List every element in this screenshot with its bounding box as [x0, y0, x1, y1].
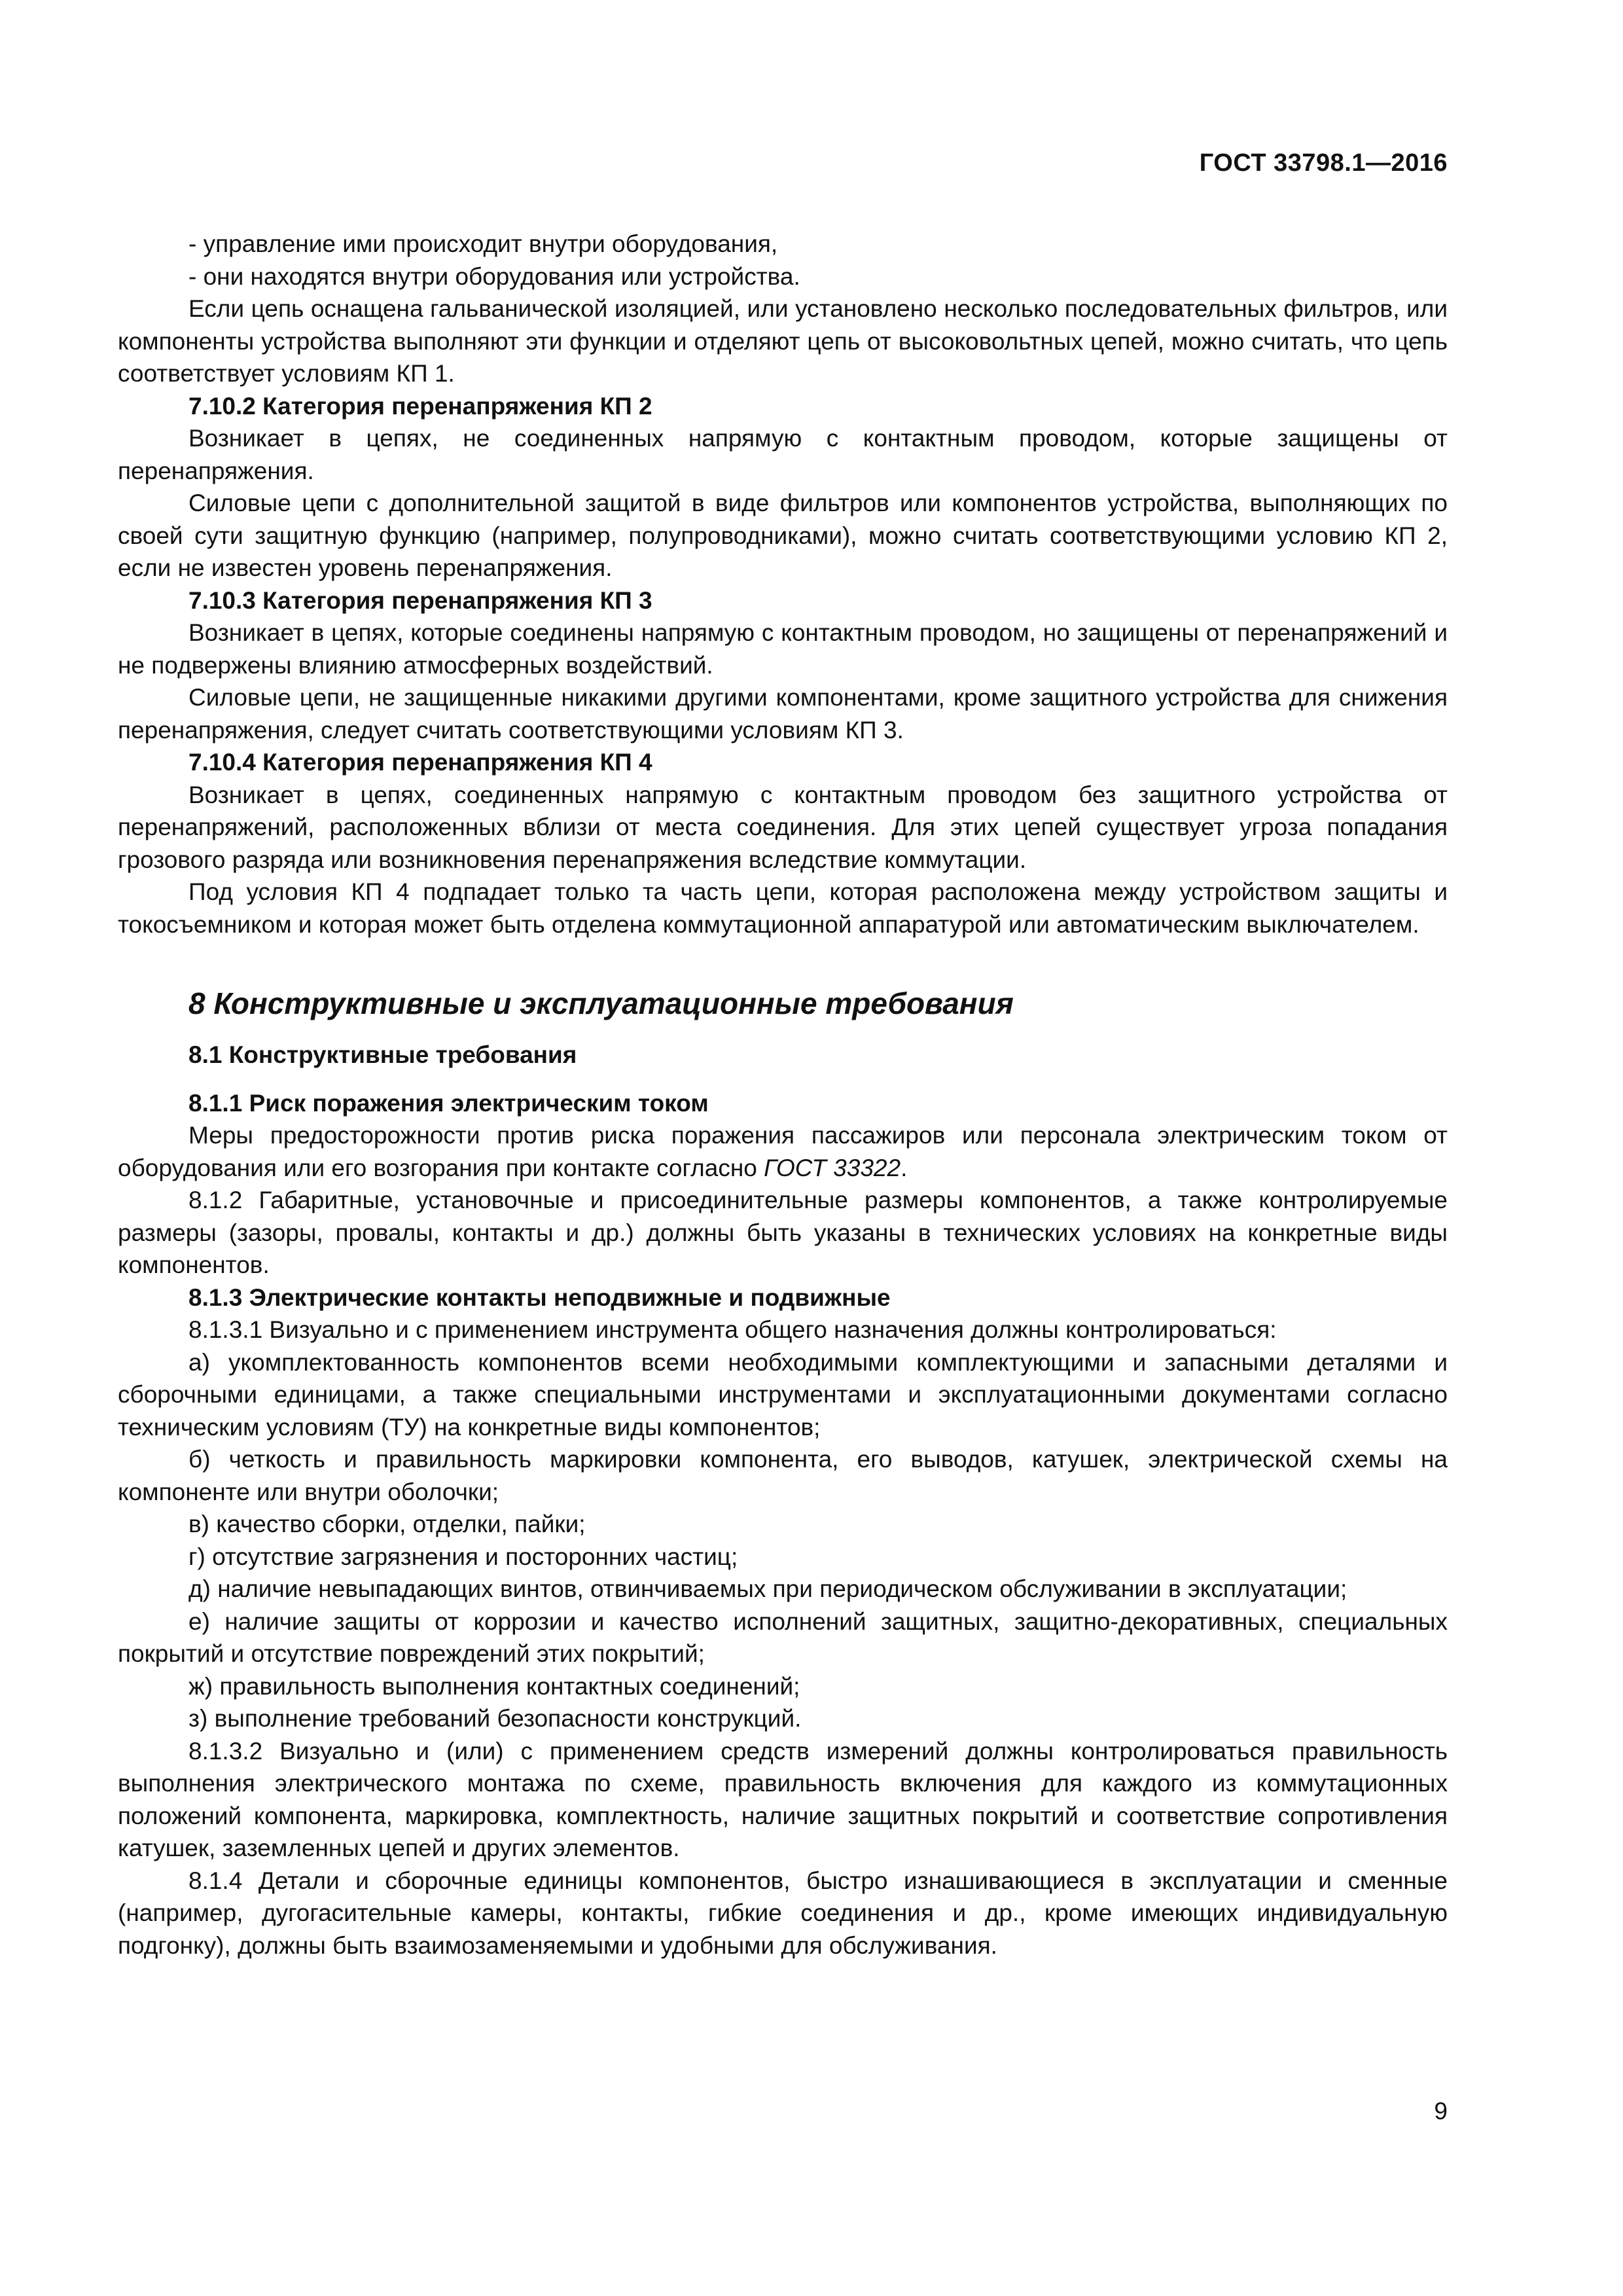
list-item: з) выполнение требований безопасности конструкций.	[188, 1705, 802, 1732]
clause-title-7-10-4: 7.10.4 Категория перенапряжения КП 4	[188, 749, 652, 776]
subsection-title-8-1-1: 8.1.1 Риск поражения электрическим током	[188, 1089, 709, 1117]
list-item: в) качество сборки, отделки, пайки;	[188, 1511, 586, 1537]
document-code: ГОСТ 33798.1—2016	[1199, 149, 1448, 177]
paragraph: Возникает в цепях, не соединенных напрямую с контактным проводом, которые защищены от перенапряжения.	[118, 425, 1448, 484]
paragraph-8-1-3-2: 8.1.3.2 Визуально и (или) с применением средств измерений должны контролироваться правильность выполнения электрического монтажа по схеме, правильность включения для каждого из коммутационных положений компонента, маркировка, комплектность, наличие защитных покрытий и соответствие сопротивления катушек, заземленных цепей и других элементов.	[118, 1737, 1448, 1861]
document-body	[118, 228, 1448, 1962]
paragraph: - управление ими происходит внутри оборудования,	[188, 230, 778, 257]
list-item: а) укомплектованность компонентов всеми необходимыми комплектующими и запасными деталями и сборочными единицами, а также специальными инструментами и эксплуатационными документами согласно техническим условиям (ТУ) на конкретные виды компонентов;	[118, 1348, 1448, 1441]
list-item: б) четкость и правильность маркировки компонента, его выводов, катушек, электрической схемы на компоненте или внутри оболочки;	[118, 1446, 1448, 1505]
paragraph-end: .	[901, 1154, 908, 1181]
list-item: е) наличие защиты от коррозии и качество исполнений защитных, защитно-декоративных, специальных покрытий и отсутствие повреждений этих покрытий;	[118, 1607, 1448, 1667]
list-item: г) отсутствие загрязнения и посторонних частиц;	[188, 1543, 738, 1570]
paragraph: Возникает в цепях, соединенных напрямую с контактным проводом без защитного устройства от перенапряжений, расположенных вблизи от места соединения. Для этих цепей существует угроза попадания грозового разряда или возникновения перенапряжения вследствие коммутации.	[118, 781, 1448, 873]
list-item: ж) правильность выполнения контактных соединений;	[188, 1672, 800, 1700]
paragraph: Под условия КП 4 подпадает только та часть цепи, которая расположена между устройством защиты и токосъемником и которая может быть отделена коммутационной аппаратурой или автоматическим выключателем.	[118, 878, 1448, 938]
paragraph-text: Меры предосторожности против риска поражения пассажиров или персонала электрическим током от оборудования или его возгорания при контакте согласно	[118, 1122, 1448, 1181]
paragraph: - они находятся внутри оборудования или устройства.	[188, 262, 800, 290]
paragraph: Возникает в цепях, которые соединены напрямую с контактным проводом, но защищены от перенапряжений и не подвержены влиянию атмосферных воздействий.	[118, 619, 1448, 679]
paragraph-8-1-2: 8.1.2 Габаритные, установочные и присоединительные размеры компонентов, а также контролируемые размеры (зазоры, провалы, контакты и др.) должны быть указаны в технических условиях на конкретные виды компонентов.	[118, 1187, 1448, 1278]
paragraph: Силовые цепи, не защищенные никакими другими компонентами, кроме защитного устройства для снижения перенапряжения, следует считать соответствующими условиям КП 3.	[118, 684, 1448, 744]
paragraph: Силовые цепи с дополнительной защитой в виде фильтров или компонентов устройства, выполняющих по своей сути защитную функцию (например, полупроводниками), можно считать соответствующими условию КП 2, если не известен уровень перенапряжения.	[118, 490, 1448, 581]
paragraph: Если цепь оснащена гальванической изоляцией, или установлено несколько последовательных фильтров, или компоненты устройства выполняют эти функции и отделяют цепь от высоковольтных цепей, можно считать, что цепь соответствует условиям КП 1.	[118, 295, 1448, 387]
list-item: д) наличие невыпадающих винтов, отвинчиваемых при периодическом обслуживании в эксплуатации;	[188, 1575, 1347, 1602]
section-title-8: 8 Конструктивные и эксплуатационные требования	[188, 986, 1014, 1020]
subsection-title-8-1-3: 8.1.3 Электрические контакты неподвижные и подвижные	[188, 1283, 891, 1311]
clause-title-7-10-3: 7.10.3 Категория перенапряжения КП 3	[188, 586, 652, 614]
paragraph-8-1-3-1: 8.1.3.1 Визуально и с применением инструмента общего назначения должны контролироваться:	[188, 1316, 1277, 1343]
page-number: 9	[1434, 2098, 1448, 2125]
paragraph-8-1-4: 8.1.4 Детали и сборочные единицы компонентов, быстро изнашивающиеся в эксплуатации и сменные (например, дугогасительные камеры, контакты, гибкие соединения и др., кроме имеющих индивидуальную подгонку), должны быть взаимозаменяемыми и удобными для обслуживания.	[118, 1867, 1448, 1959]
clause-title-7-10-2: 7.10.2 Категория перенапряжения КП 2	[188, 392, 652, 420]
subsection-title-8-1: 8.1 Конструктивные требования	[188, 1041, 577, 1068]
paragraph-8-1-1	[118, 1119, 1448, 1184]
standard-reference: ГОСТ 33322	[764, 1154, 901, 1181]
